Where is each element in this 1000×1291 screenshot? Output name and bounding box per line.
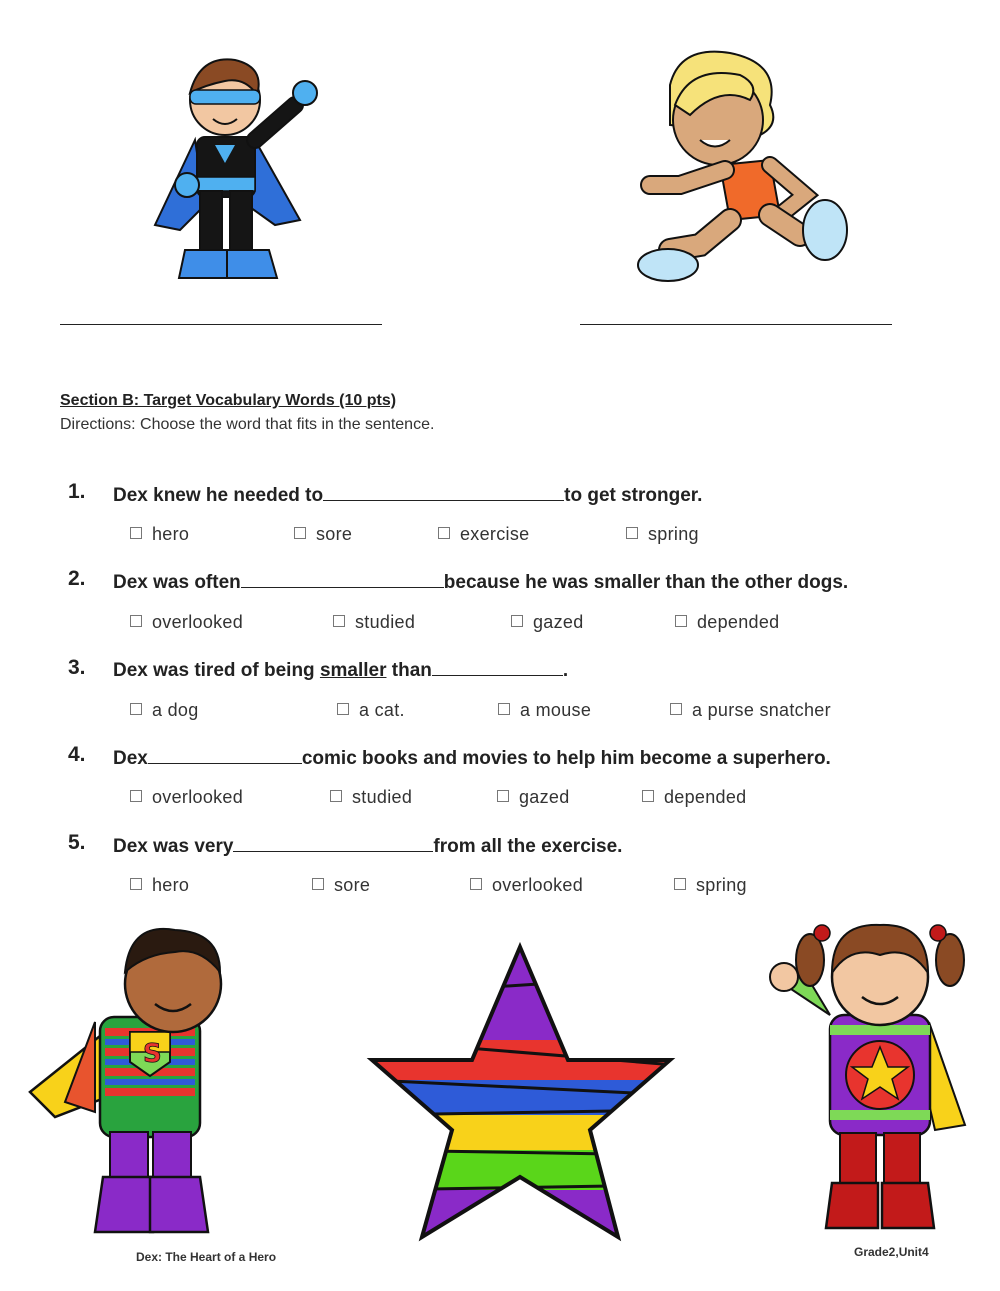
question-2-option-3[interactable]: gazed xyxy=(511,612,584,633)
checkbox-icon[interactable] xyxy=(438,527,450,539)
question-1-option-4[interactable]: spring xyxy=(626,524,699,545)
superhero-boy-s-illustration xyxy=(25,922,265,1237)
checkbox-icon[interactable] xyxy=(670,703,682,715)
question-1-number: 1. xyxy=(68,480,86,503)
question-2-option-2[interactable]: studied xyxy=(333,612,415,633)
question-1-blank xyxy=(323,482,564,501)
question-4-number: 4. xyxy=(68,743,86,766)
running-girl-illustration xyxy=(630,45,860,290)
checkbox-icon[interactable] xyxy=(130,615,142,627)
question-3-text: Dex was tired of being smaller than . xyxy=(113,657,568,682)
rainbow-star-illustration xyxy=(370,945,675,1240)
question-3-option-1[interactable]: a dog xyxy=(130,700,199,721)
checkbox-icon[interactable] xyxy=(470,878,482,890)
checkbox-icon[interactable] xyxy=(130,878,142,890)
superhero-boy-illustration xyxy=(135,45,315,300)
question-3-option-2[interactable]: a cat. xyxy=(337,700,405,721)
question-3-option-3[interactable]: a mouse xyxy=(498,700,591,721)
question-2-option-1[interactable]: overlooked xyxy=(130,612,243,633)
question-5-option-4[interactable]: spring xyxy=(674,875,747,896)
question-5-blank xyxy=(233,833,433,852)
footer-book-title: Dex: The Heart of a Hero xyxy=(136,1250,277,1264)
question-2-blank xyxy=(241,569,444,588)
question-5-text: Dex was very from all the exercise. xyxy=(113,833,622,858)
svg-text:S: S xyxy=(143,1039,162,1069)
checkbox-icon[interactable] xyxy=(337,703,349,715)
question-2-option-4[interactable]: depended xyxy=(675,612,780,633)
question-4-option-1[interactable]: overlooked xyxy=(130,787,243,808)
checkbox-icon[interactable] xyxy=(675,615,687,627)
checkbox-icon[interactable] xyxy=(511,615,523,627)
question-4-option-2[interactable]: studied xyxy=(330,787,412,808)
checkbox-icon[interactable] xyxy=(642,790,654,802)
footer-grade-unit: Grade2,Unit4 xyxy=(854,1245,929,1259)
checkbox-icon[interactable] xyxy=(626,527,638,539)
question-2-number: 2. xyxy=(68,567,86,590)
checkbox-icon[interactable] xyxy=(130,790,142,802)
checkbox-icon[interactable] xyxy=(498,703,510,715)
checkbox-icon[interactable] xyxy=(294,527,306,539)
superhero-girl-illustration xyxy=(760,915,975,1235)
question-3-number: 3. xyxy=(68,656,86,679)
question-4-text: Dex comic books and movies to help him become a superhero. xyxy=(113,745,831,770)
answer-line-right xyxy=(580,324,892,325)
checkbox-icon[interactable] xyxy=(330,790,342,802)
checkbox-icon[interactable] xyxy=(497,790,509,802)
question-1-option-1[interactable]: hero xyxy=(130,524,189,545)
question-4-blank xyxy=(148,745,302,764)
question-1-text: Dex knew he needed to to get stronger. xyxy=(113,482,702,507)
question-3-blank xyxy=(432,657,563,676)
directions-text: Directions: Choose the word that fits in the sentence. xyxy=(60,416,435,433)
checkbox-icon[interactable] xyxy=(312,878,324,890)
question-3-option-4[interactable]: a purse snatcher xyxy=(670,700,831,721)
question-5-option-2[interactable]: sore xyxy=(312,875,370,896)
section-title: Section B: Target Vocabulary Words (10 pts) xyxy=(60,392,397,409)
checkbox-icon[interactable] xyxy=(130,703,142,715)
question-1-option-3[interactable]: exercise xyxy=(438,524,529,545)
checkbox-icon[interactable] xyxy=(130,527,142,539)
checkbox-icon[interactable] xyxy=(333,615,345,627)
question-4-option-4[interactable]: depended xyxy=(642,787,747,808)
question-5-option-1[interactable]: hero xyxy=(130,875,189,896)
question-5-number: 5. xyxy=(68,831,86,854)
checkbox-icon[interactable] xyxy=(674,878,686,890)
answer-line-left xyxy=(60,324,382,325)
question-2-text: Dex was often because he was smaller than the other dogs. xyxy=(113,569,848,594)
question-1-option-2[interactable]: sore xyxy=(294,524,352,545)
underlined-word: smaller xyxy=(319,660,387,681)
question-4-option-3[interactable]: gazed xyxy=(497,787,570,808)
question-5-option-3[interactable]: overlooked xyxy=(470,875,583,896)
